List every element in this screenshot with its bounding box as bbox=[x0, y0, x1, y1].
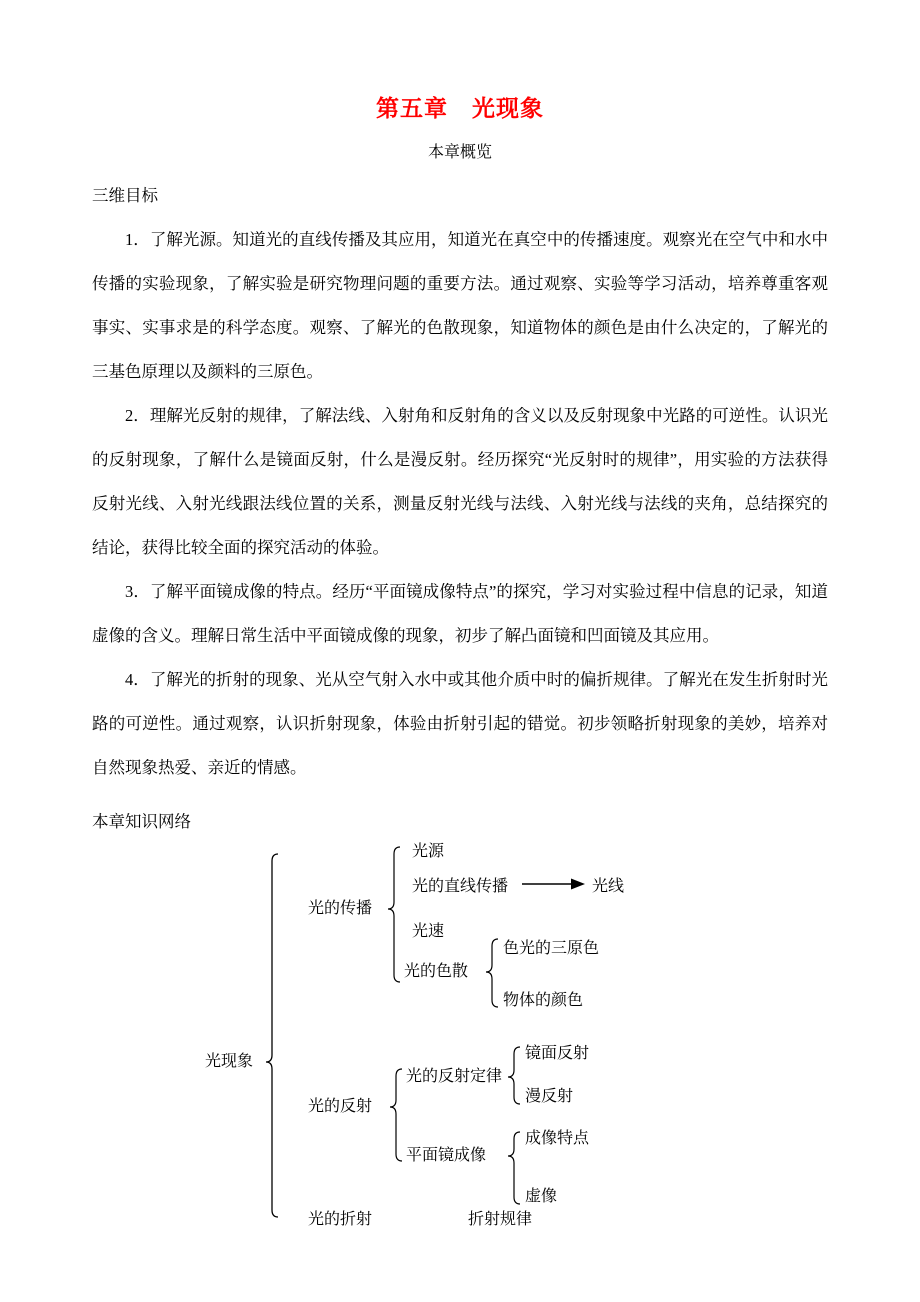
node-plane-mirror-imaging: 平面镜成像 bbox=[406, 1147, 487, 1164]
node-diffuse-reflection: 漫反射 bbox=[525, 1088, 574, 1105]
node-virtual-image: 虚像 bbox=[525, 1188, 558, 1205]
goal-paragraph-1: 1．了解光源。知道光的直线传播及其应用，知道光在真空中的传播速度。观察光在空气中和水中传播的实验现象，了解实验是研究物理问题的重要方法。通过观察、实验等学习活动，培养尊重客观事实、实事求是的科学态度。观察、了解光的色散现象，知道物体的颜色是由什么决定的，了解光的三基色原理以及颜料的三原色。 bbox=[92, 230, 828, 381]
goals-heading: 三维目标 bbox=[92, 186, 158, 205]
node-light-speed: 光速 bbox=[412, 923, 445, 940]
node-root: 光现象 bbox=[205, 1053, 254, 1070]
light-ray-arrow bbox=[522, 879, 585, 890]
chapter-title: 第五章 光现象 bbox=[376, 96, 544, 121]
node-refraction: 光的折射 bbox=[308, 1211, 373, 1228]
chapter-overview-subtitle: 本章概览 bbox=[427, 144, 492, 161]
goal-paragraph-2: 2．理解光反射的规律，了解法线、入射角和反射角的含义以及反射现象中光路的可逆性。认识光的反射现象，了解什么是镜面反射，什么是漫反射。经历探究“光反射时的规律”，用实验的方法获得反射光线、入射光线跟法线位置的关系，测量反射光线与法线、入射光线与法线的夹角，总结探究的结论，获得比较全面的探究活动的体验。 bbox=[92, 406, 828, 557]
node-refraction-law: 折射规律 bbox=[468, 1211, 533, 1228]
goal-paragraph-3: 3．了解平面镜成像的特点。经历“平面镜成像特点”的探究，学习对实验过程中信息的记录，知道虚像的含义。理解日常生活中平面镜成像的现象，初步了解凸面镜和凹面镜及其应用。 bbox=[92, 582, 828, 645]
node-primary-colors: 色光的三原色 bbox=[503, 940, 600, 957]
node-imaging-features: 成像特点 bbox=[525, 1130, 590, 1147]
node-dispersion: 光的色散 bbox=[404, 963, 469, 980]
reflection-law-brace bbox=[508, 1047, 520, 1104]
root-brace bbox=[266, 854, 278, 1217]
dispersion-brace bbox=[486, 939, 498, 1007]
network-heading: 本章知识网络 bbox=[92, 812, 191, 831]
node-straight-line: 光的直线传播 bbox=[412, 878, 509, 895]
node-reflection: 光的反射 bbox=[308, 1098, 373, 1115]
node-light-ray: 光线 bbox=[592, 878, 625, 895]
node-light-source: 光源 bbox=[412, 843, 445, 860]
plane-mirror-brace bbox=[508, 1132, 520, 1204]
goal-paragraph-4: 4．了解光的折射的现象、光从空气射入水中或其他介质中时的偏折规律。了解光在发生折射时光路的可逆性。通过观察，认识折射现象，体验由折射引起的错觉。初步领略折射现象的美妙，培养对自然现象热爱、亲近的情感。 bbox=[92, 670, 828, 777]
propagation-brace bbox=[388, 847, 400, 982]
node-propagation: 光的传播 bbox=[308, 900, 373, 917]
goals-text-block bbox=[92, 218, 828, 790]
knowledge-network-diagram bbox=[0, 844, 920, 1244]
reflection-brace bbox=[390, 1069, 402, 1161]
node-reflection-law: 光的反射定律 bbox=[406, 1068, 503, 1085]
node-object-color: 物体的颜色 bbox=[503, 992, 584, 1009]
diagram-connectors bbox=[0, 844, 920, 1244]
node-specular-reflection: 镜面反射 bbox=[525, 1045, 590, 1062]
